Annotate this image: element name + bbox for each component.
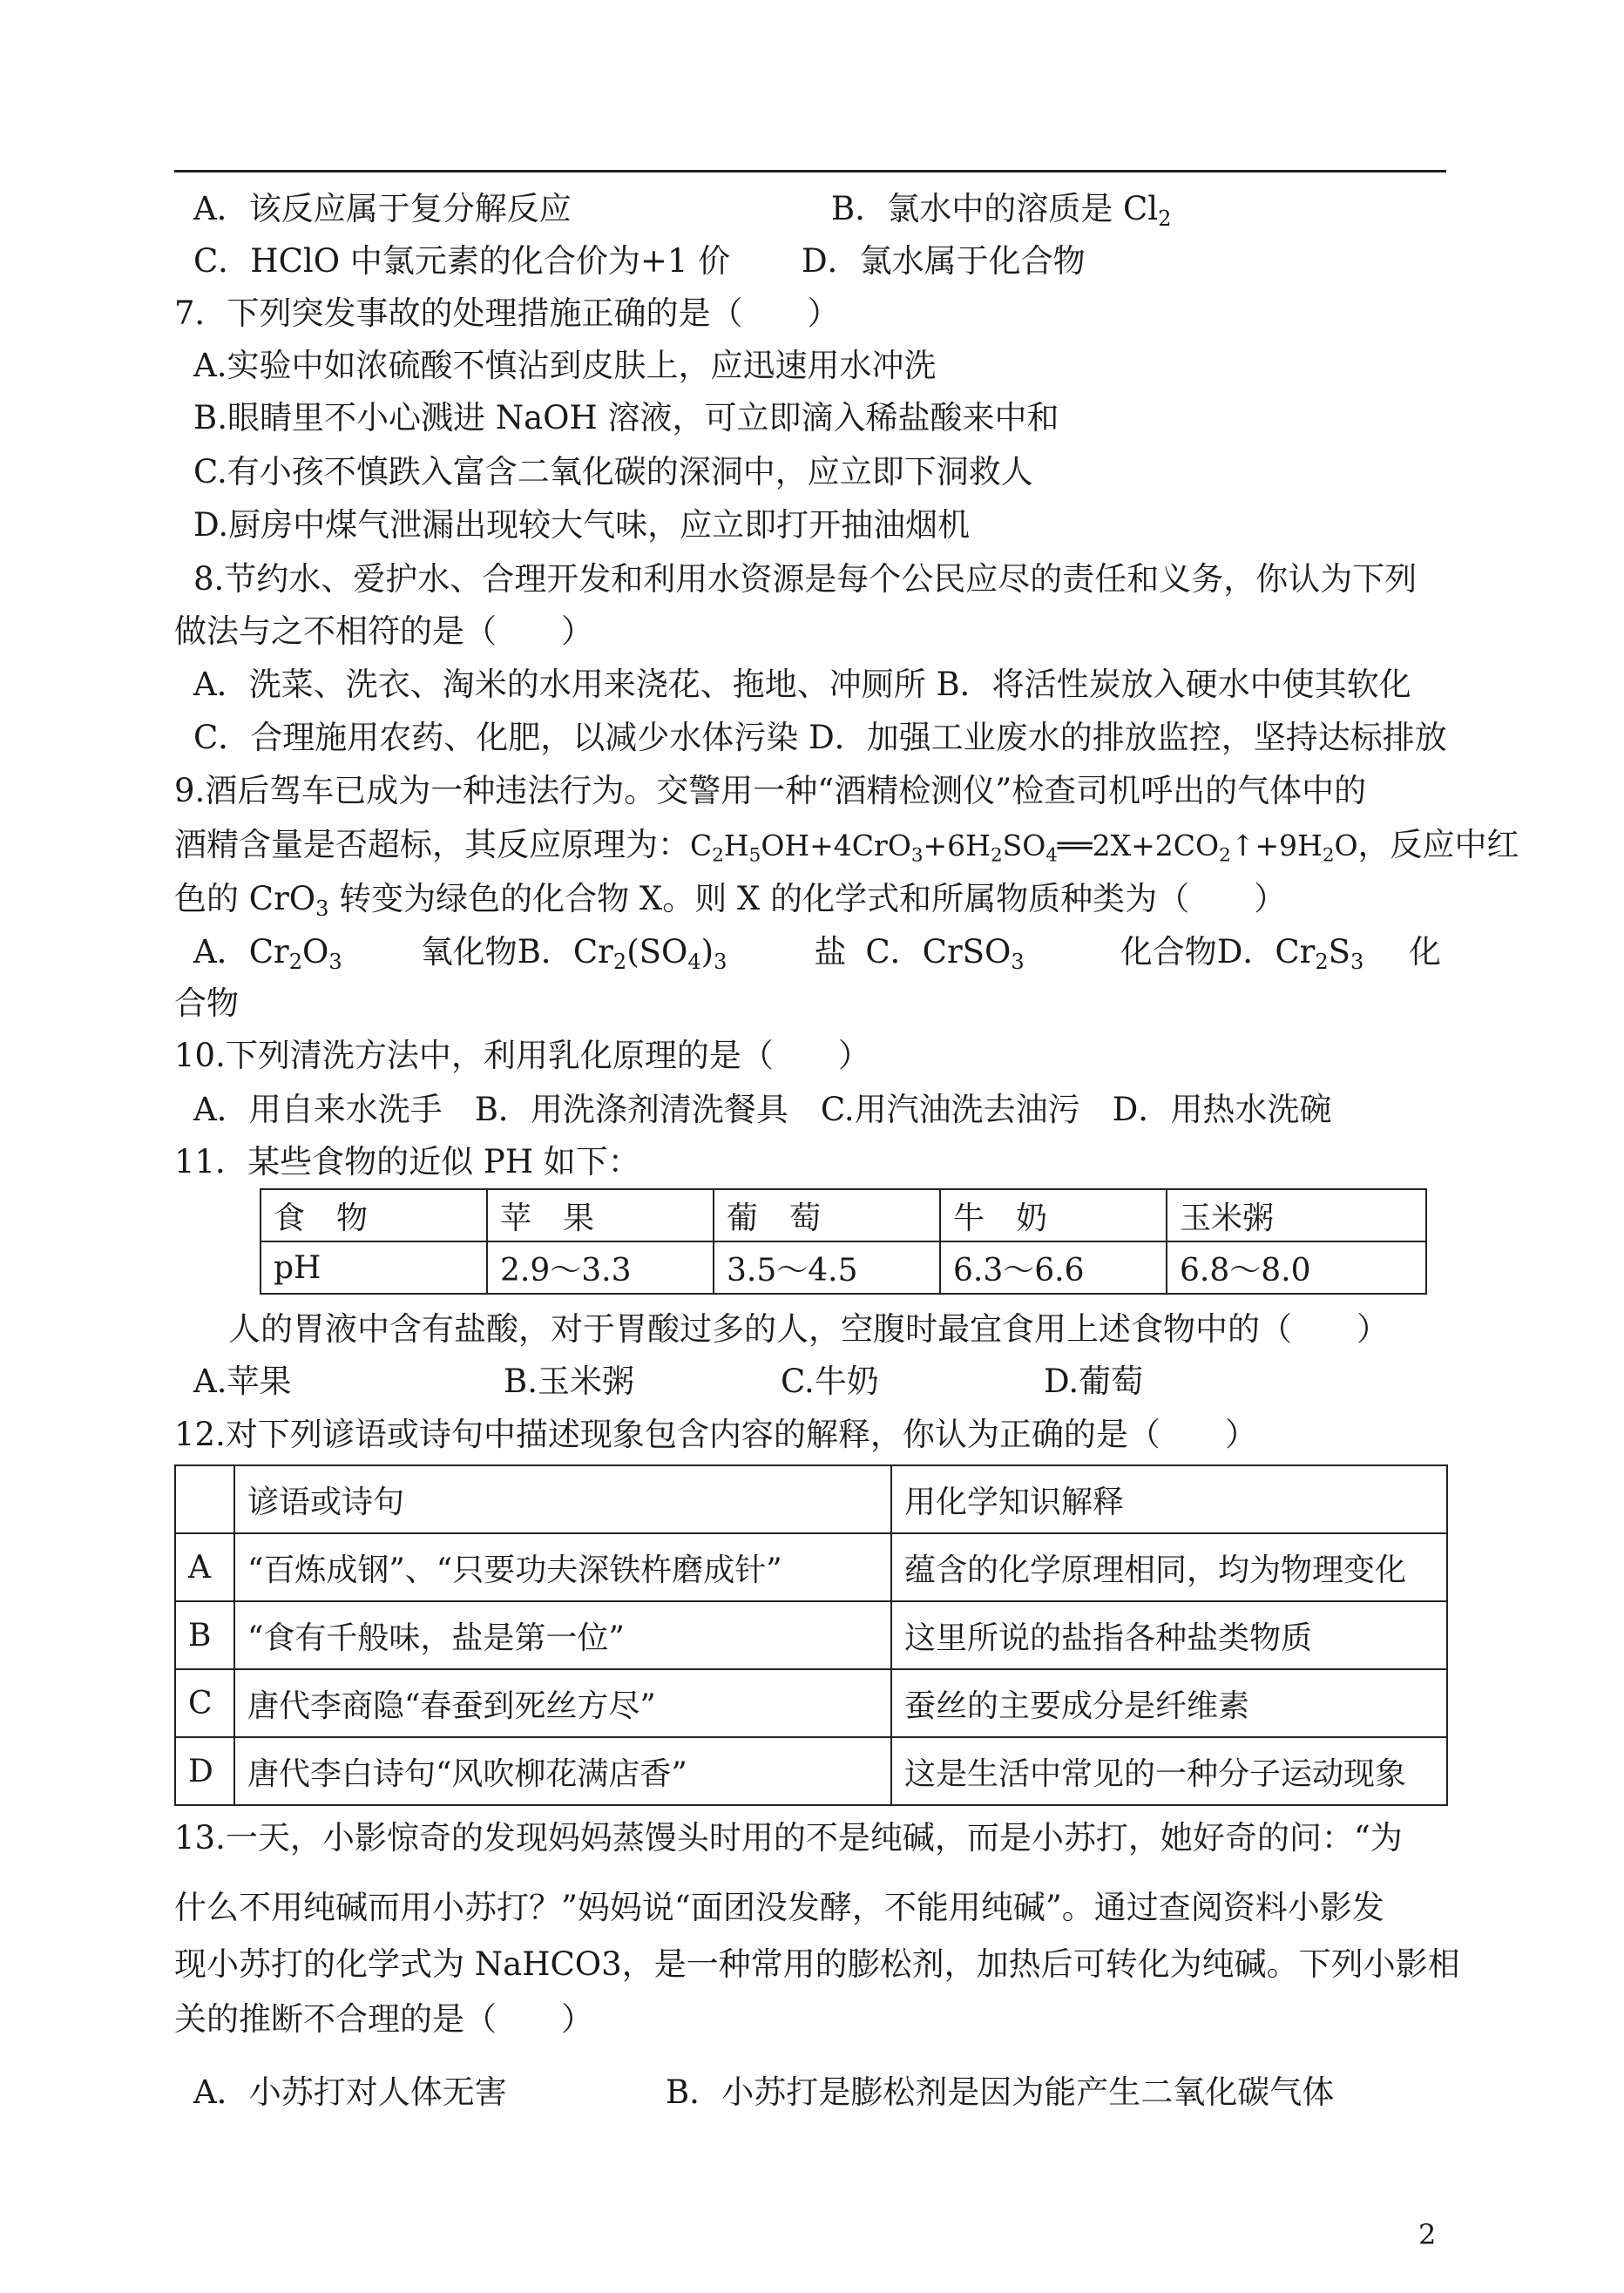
q9-option-d-kind-1: 化 [1409, 933, 1441, 971]
sayings-table [174, 1464, 1448, 1806]
q11-option-b: B.玉米粥 [504, 1363, 634, 1400]
q7-option-a: A.实验中如浓硫酸不慎沾到皮肤上，应迅速用水冲洗 [193, 347, 937, 384]
q11-note: 人的胃液中含有盐酸，对于胃酸过多的人，空腹时最宜食用上述食物中的（ ） [228, 1310, 1389, 1348]
sayings-table-row [175, 1601, 1447, 1669]
ph-table [260, 1188, 1427, 1295]
q11-option-d: D.葡萄 [1044, 1363, 1144, 1400]
q11-option-a: A.苹果 [193, 1363, 292, 1400]
q8-options-cd: C．合理施用农药、化肥，以减少水体污染 D．加强工业废水的排放监控，坚持达标排放 [193, 719, 1447, 756]
q9-stem-line-2: 酒精含量是否超标，其反应原理为：$C_2H_5OH+4CrO_3+6H_2SO_4══2X+2CO_2↑+9H_2O$，反应中红 [174, 826, 1519, 867]
q10-options: A．用自来水洗手 B．用洗涤剂清洗餐具 C.用汽油洗去油污 D．用热水洗碗 [193, 1091, 1332, 1128]
q9-stem-line-1: 9.酒后驾车已成为一种违法行为。交警用一种“酒精检测仪”检查司机呼出的气体中的 [174, 772, 1367, 809]
q6-option-d: D．氯水属于化合物 [802, 242, 1086, 280]
sayings-table-cell: D [175, 1737, 234, 1805]
ph-table-cell: 6.3～6.6 [940, 1241, 1167, 1294]
sayings-table-row [175, 1533, 1447, 1601]
q13-stem-line-4: 关的推断不合理的是（ ） [174, 2000, 593, 2038]
ph-table-header-cell: 玉米粥 [1167, 1189, 1426, 1241]
q11-option-c: C.牛奶 [781, 1363, 879, 1400]
sayings-table-cell: 这里所说的盐指各种盐类物质 [891, 1601, 1447, 1669]
q12-stem: 12.对下列谚语或诗句中描述现象包含内容的解释，你认为正确的是（ ） [174, 1416, 1257, 1453]
q6-option-a: A．该反应属于复分解反应 [193, 190, 572, 227]
sayings-table-cell: 唐代李白诗句“风吹柳花满店香” [234, 1737, 891, 1805]
sayings-table-row [175, 1737, 1447, 1805]
q9-options: A．$Cr_2O_3$ 氧化物B．$Cr_2(SO_4)_3$ 盐 C．CrSO$_3$ 化合物D．$Cr_2S_3$ [193, 933, 1364, 975]
ph-table-header-cell: 葡 萄 [714, 1189, 940, 1241]
sayings-table-cell: B [175, 1601, 234, 1669]
q13-option-b: B．小苏打是膨松剂是因为能产生二氧化碳气体 [666, 2073, 1335, 2111]
header-rule [174, 170, 1446, 172]
q9-option-d-kind-2: 合物 [174, 984, 239, 1022]
q13-stem-line-1: 13.一天，小影惊奇的发现妈妈蒸馒头时用的不是纯碱，而是小苏打，她好奇的问：“为 [174, 1819, 1403, 1857]
sayings-table-cell: 唐代李商隐“春蚕到死丝方尽” [234, 1669, 891, 1737]
sayings-table-header-cell [175, 1465, 234, 1533]
ph-table-header-cell: 牛 奶 [940, 1189, 1167, 1241]
q7-option-d: D.厨房中煤气泄漏出现较大气味，应立即打开抽油烟机 [193, 506, 971, 544]
sayings-table-cell: 蚕丝的主要成分是纤维素 [891, 1669, 1447, 1737]
q8-stem-line-1: 8.节约水、爱护水、合理开发和利用水资源是每个公民应尽的责任和义务，你认为下列 [193, 560, 1418, 598]
sayings-table-cell: “食有千般味，盐是第一位” [234, 1601, 891, 1669]
ph-table-cell: 2.9～3.3 [487, 1241, 714, 1294]
ph-table-header-row [261, 1189, 1426, 1241]
q11-stem: 11．某些食物的近似 PH 如下： [174, 1143, 640, 1180]
sayings-table-cell: 这是生活中常见的一种分子运动现象 [891, 1737, 1447, 1805]
sayings-table-cell: A [175, 1533, 234, 1601]
q7-stem: 7．下列突发事故的处理措施正确的是（ ） [174, 294, 840, 332]
sayings-table-header-cell: 谚语或诗句 [234, 1465, 891, 1533]
q13-option-a: A．小苏打对人体无害 [193, 2073, 507, 2111]
ph-table-cell: pH [261, 1241, 487, 1294]
q6-option-c: C．HClO 中氯元素的化合价为+1 价 [193, 242, 731, 280]
q9-stem-line-3: 色的 CrO$_3$ 转变为绿色的化合物 X。则 X 的化学式和所属物质种类为（ ） [174, 880, 1287, 922]
sayings-table-cell: “百炼成钢”、“只要功夫深铁杵磨成针” [234, 1533, 891, 1601]
sayings-table-cell: C [175, 1669, 234, 1737]
sayings-table-cell: 蕴含的化学原理相同，均为物理变化 [891, 1533, 1447, 1601]
ph-table-cell: 6.8～8.0 [1167, 1241, 1426, 1294]
q7-option-b: B.眼睛里不小心溅进 NaOH 溶液，可立即滴入稀盐酸来中和 [193, 399, 1059, 436]
page-number: 2 [1418, 2218, 1437, 2251]
q8-options-ab: A．洗菜、洗衣、淘米的水用来浇花、拖地、冲厕所 B．将活性炭放入硬水中使其软化 [193, 666, 1411, 703]
q13-stem-line-3: 现小苏打的化学式为 NaHCO3，是一种常用的膨松剂，加热后可转化为纯碱。下列小影相 [174, 1945, 1460, 1983]
q10-stem: 10.下列清洗方法中，利用乳化原理的是（ ） [174, 1037, 870, 1074]
ph-table-cell: 3.5～4.5 [714, 1241, 940, 1294]
ph-table-header-cell: 食 物 [261, 1189, 487, 1241]
q8-stem-line-2: 做法与之不相符的是（ ） [174, 612, 593, 650]
sayings-table-header-row [175, 1465, 1447, 1533]
reaction-equation: $C_2H_5OH+4CrO_3+6H_2SO_4══2X+2CO_2↑+9H_2O$ [690, 829, 1358, 867]
q13-stem-line-2: 什么不用纯碱而用小苏打？”妈妈说“面团没发酵，不能用纯碱”。通过查阅资料小影发 [174, 1889, 1384, 1926]
q7-option-c: C.有小孩不慎跌入富含二氧化碳的深洞中，应立即下洞救人 [193, 453, 1033, 490]
sayings-table-row [175, 1669, 1447, 1737]
ph-table-header-cell: 苹 果 [487, 1189, 714, 1241]
sayings-table-header-cell: 用化学知识解释 [891, 1465, 1447, 1533]
q6-option-b: B．氯水中的溶质是 $Cl_2$ [831, 190, 1172, 232]
ph-table-row [261, 1241, 1426, 1294]
